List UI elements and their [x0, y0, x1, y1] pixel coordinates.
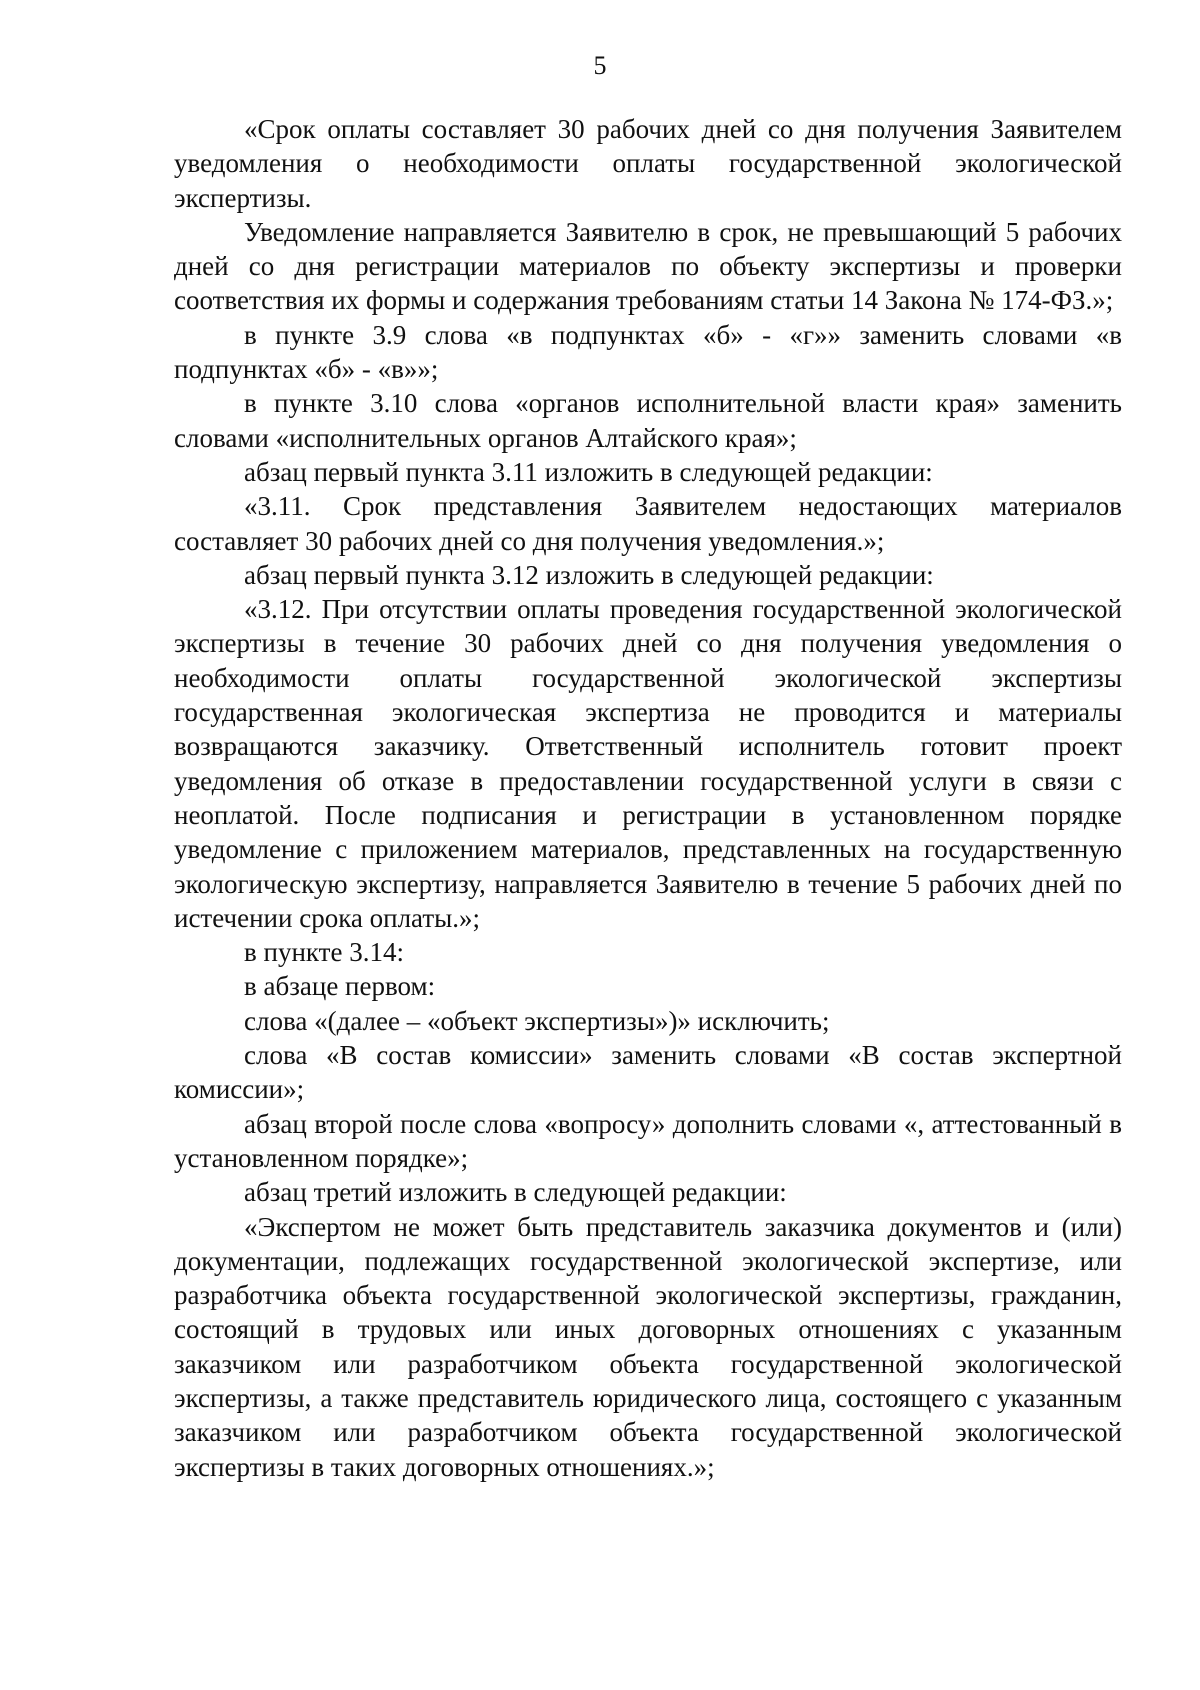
paragraph-first-subparagraph: в абзаце первом:: [244, 971, 436, 1002]
paragraph-item-3-11-intro: абзац первый пункта 3.11 изложить в следующей редакции:: [244, 456, 933, 487]
paragraph-item-3-11-text: «3.11. Срок представления Заявителем недостающих материалов составляет 30 рабочих дней со дня получения уведомления.»;: [174, 491, 1122, 556]
paragraph-item-3-9: в пункте 3.9 слова «в подпунктах «б» - «г»» заменить словами «в подпунктах «б» - «в»»;: [174, 319, 1122, 385]
document-body: [174, 112, 1122, 1484]
page-number: 5: [593, 51, 607, 80]
paragraph-replace-commission: слова «В состав комиссии» заменить словами «В состав экспертной комиссии»;: [174, 1040, 1122, 1105]
paragraph-item-3-12-intro: абзац первый пункта 3.12 изложить в следующей редакции:: [244, 559, 934, 590]
paragraph-item-3-12-text: «3.12. При отсутствии оплаты проведения государственной экологической экспертизы в течение 30 рабочих дней со дня получения уведомления о необходимости оплаты государственной экологической экспертизы государственная экологическая экспертиза не проводится и материалы возвращаются заказчику. Ответственный исполнитель готовит проект уведомления об отказе в предоставлении государственной услуги в связи с неоплатой. После подписания и регистрации в установленном порядке уведомление с приложением материалов, представленных на государственную экологическую экспертизу, направляется Заявителю в течение 5 рабочих дней по истечении срока оплаты.»;: [174, 594, 1122, 933]
paragraph-item-3-10: в пункте 3.10 слова «органов исполнительной власти края» заменить словами «исполнительных органов Алтайского края»;: [174, 388, 1122, 453]
paragraph-notification: Уведомление направляется Заявителю в срок, не превышающий 5 рабочих дней со дня регистрации материалов по объекту экспертизы и проверки соответствия их формы и содержания требованиям статьи 14 Закона № 174-ФЗ.»;: [174, 216, 1122, 316]
paragraph-second-subparagraph: абзац второй после слова «вопросу» дополнить словами «, аттестованный в установленном порядке»;: [174, 1108, 1122, 1173]
paragraph-third-subparagraph-intro: абзац третий изложить в следующей редакции:: [244, 1177, 787, 1208]
paragraph-expert-restriction: «Экспертом не может быть представитель заказчика документов и (или) документации, подлежащих государственной экологической экспертизе, или разработчика объекта государственной экологической экспертизы, гражданин, состоящий в трудовых или иных договорных отношениях с указанным заказчиком или разработчиком объекта государственной экологической экспертизы, а также представитель юридического лица, состоящего с указанным заказчиком или разработчиком объекта государственной экологической экспертизы в таких договорных отношениях.»;: [174, 1211, 1122, 1482]
paragraph-item-3-14: в пункте 3.14:: [244, 937, 404, 968]
paragraph-payment-term: «Срок оплаты составляет 30 рабочих дней со дня получения Заявителем уведомления о необходимости оплаты государственной экологической экспертизы.: [174, 114, 1122, 213]
paragraph-exclude-words: слова «(далее – «объект экспертизы»)» исключить;: [244, 1005, 830, 1036]
